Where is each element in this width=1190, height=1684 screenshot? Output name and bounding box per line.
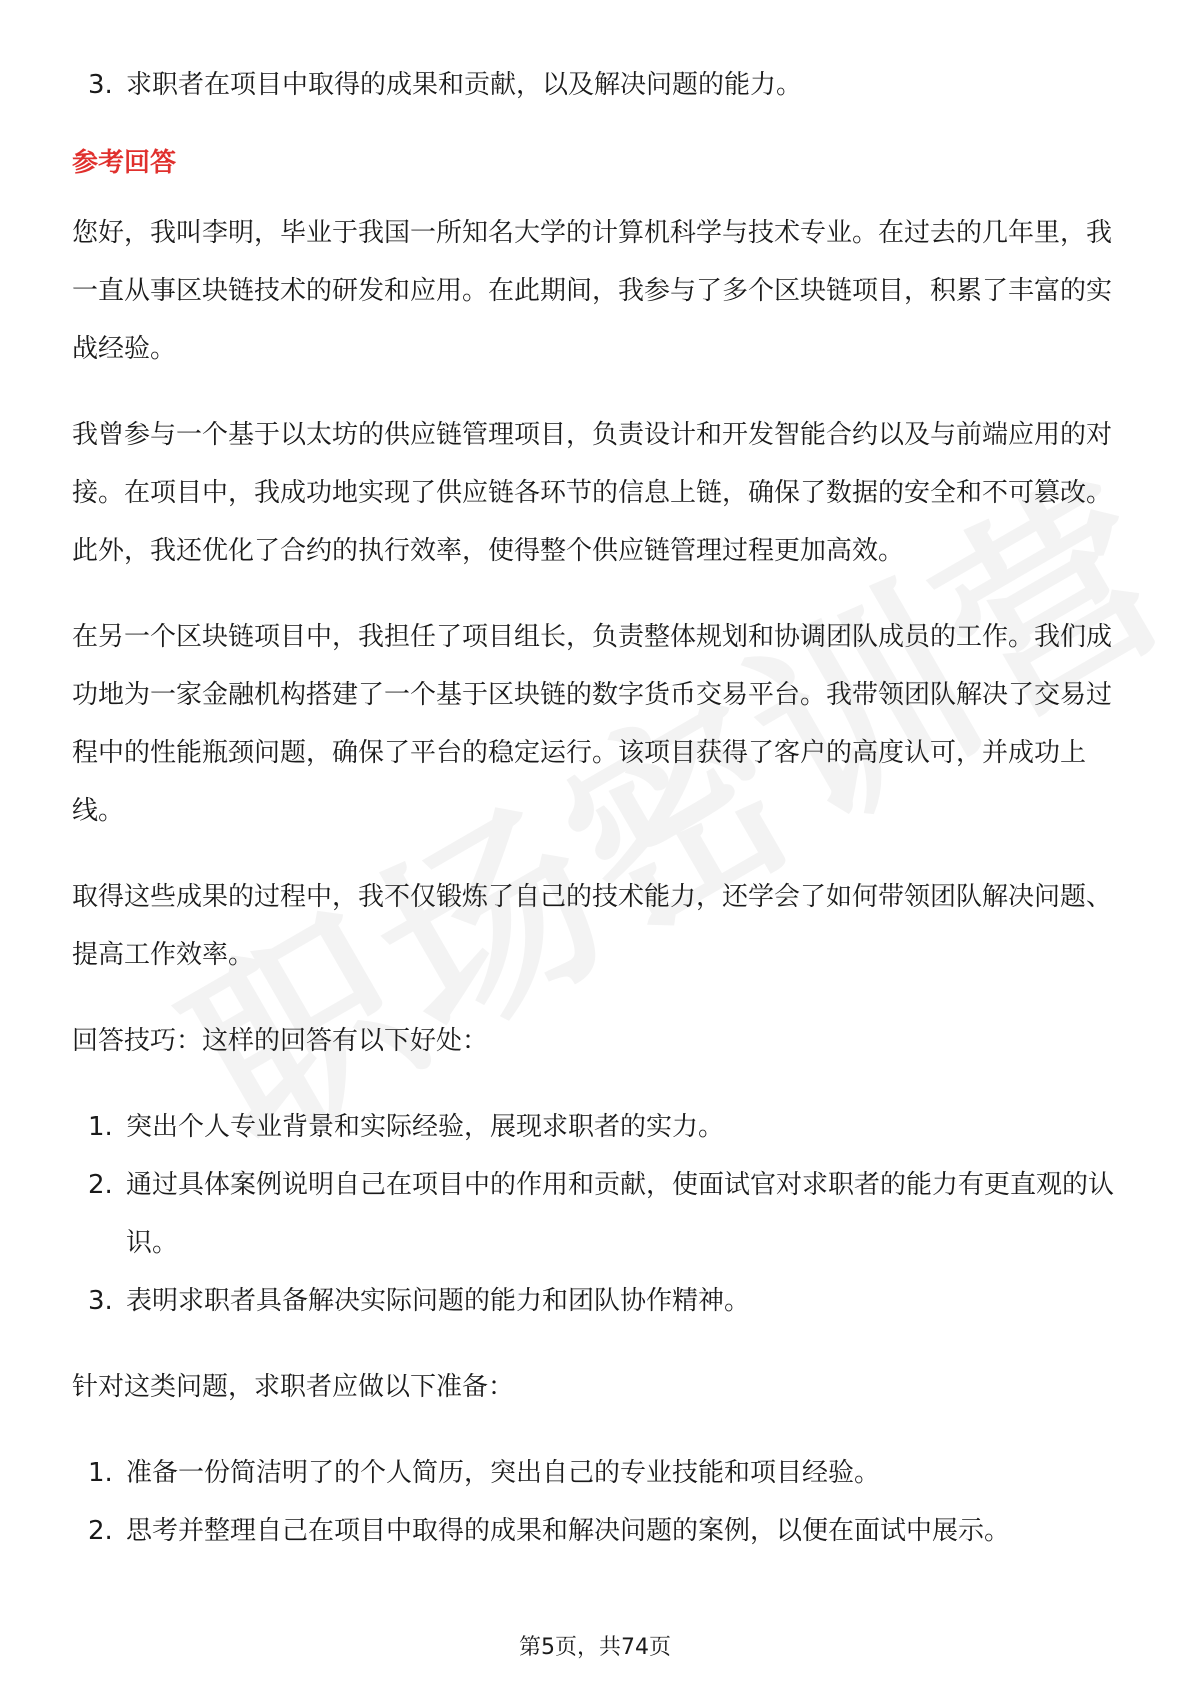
list-number: 3. (88, 70, 113, 100)
list-text: 表明求职者具备解决实际问题的能力和团队协作精神。 (126, 1286, 751, 1316)
list-number: 3. (88, 1286, 113, 1316)
list-item (72, 1156, 1118, 1272)
list-item (72, 1502, 1118, 1560)
list-number: 1. (88, 1458, 113, 1488)
answer-paragraph: 在另一个区块链项目中，我担任了项目组长，负责整体规划和协调团队成员的工作。我们成功地为一家金融机构搭建了一个基于区块链的数字货币交易平台。我带领团队解决了交易过程中的性能瓶颈问题，确保了平台的稳定运行。该项目获得了客户的高度认可，并成功上线。 (72, 622, 1113, 826)
list-text: 准备一份简洁明了的个人简历，突出自己的专业技能和项目经验。 (126, 1458, 881, 1488)
list-item (72, 56, 1118, 114)
tips-list (72, 1098, 1118, 1330)
list-text: 求职者在项目中取得的成果和贡献，以及解决问题的能力。 (126, 70, 803, 100)
tips-intro: 回答技巧：这样的回答有以下好处： (72, 1026, 489, 1056)
list-item (72, 1098, 1118, 1156)
list-number: 1. (88, 1112, 113, 1142)
answer-paragraph: 取得这些成果的过程中，我不仅锻炼了自己的技术能力，还学会了如何带领团队解决问题、提高工作效率。 (72, 882, 1113, 970)
list-item (72, 1272, 1118, 1330)
section-title: 参考回答 (72, 148, 177, 178)
intro-list (72, 56, 1118, 114)
list-number: 2. (88, 1516, 113, 1546)
list-item (72, 1444, 1118, 1502)
prep-list (72, 1444, 1118, 1560)
list-text: 突出个人专业背景和实际经验，展现求职者的实力。 (126, 1112, 725, 1142)
answer-paragraph: 您好，我叫李明，毕业于我国一所知名大学的计算机科学与技术专业。在过去的几年里，我一直从事区块链技术的研发和应用。在此期间，我参与了多个区块链项目，积累了丰富的实战经验。 (72, 218, 1113, 364)
list-text: 思考并整理自己在项目中取得的成果和解决问题的案例，以便在面试中展示。 (126, 1516, 1011, 1546)
list-number: 2. (88, 1170, 113, 1200)
answer-paragraph: 我曾参与一个基于以太坊的供应链管理项目，负责设计和开发智能合约以及与前端应用的对接。在项目中，我成功地实现了供应链各环节的信息上链，确保了数据的安全和不可篡改。此外，我还优化了合约的执行效率，使得整个供应链管理过程更加高效。 (72, 420, 1113, 566)
page-footer: 第5页，共74页 (519, 1635, 671, 1660)
list-text: 通过具体案例说明自己在项目中的作用和贡献，使面试官对求职者的能力有更直观的认识。 (126, 1170, 1115, 1258)
page-content (72, 56, 1118, 1560)
prep-intro: 针对这类问题，求职者应做以下准备： (72, 1372, 515, 1402)
